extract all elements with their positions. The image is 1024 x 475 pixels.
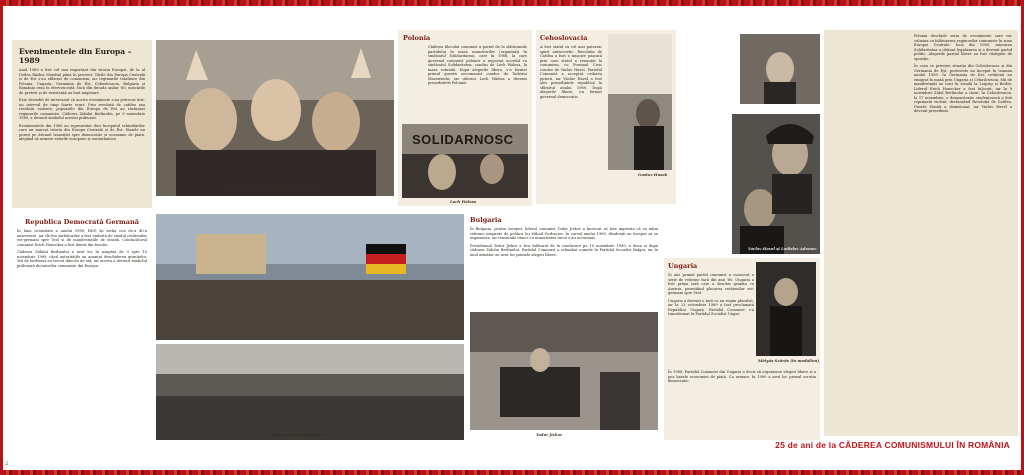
europe-paragraph-1: Anul 1989 a fost cel mai important din istoria Europei, de la al Doilea Război Mondial până în prezent. Țările din Europa Centrală și de Est s-au eliberat de comunism, iar regimurile totalitare din Polonia, Ungaria, Germania de Est, Cehoslovacia, Bulgaria și România erau în efervescență. Încă din decada anilor '80, mișcările de protest și de rezistență au luat amploare. bbox=[19, 68, 145, 95]
szuros-caption: Mátyás Szűrös (în medalion) bbox=[758, 358, 820, 363]
gorbachev-caption: Mihail Gorbaciov și Erich Honecker (1989) bbox=[226, 188, 318, 193]
berlin-wall-color-photo-image bbox=[156, 214, 464, 340]
czechoslovakia-title: Cehoslovacia bbox=[540, 34, 588, 42]
bulgaria-title: Bulgaria bbox=[470, 216, 502, 224]
berlin-wall-color-photo bbox=[156, 214, 464, 340]
footer-title: 25 de ani de la CĂDEREA COMUNISMULUI ÎN ROMÂNIA bbox=[775, 440, 1010, 450]
poland-section bbox=[398, 30, 532, 206]
europe-title: Evenimentele din Europa – 1989 bbox=[19, 47, 132, 65]
szuros-photo-image bbox=[756, 262, 816, 356]
berlin-wall-bw-photo-image bbox=[156, 344, 464, 440]
hungary-paragraph-2: Ungaria a devenit o țară cu un regim pluralist, iar la 23 octombrie 1989 a fost proclamată Republica Ungară. Partidul Comunist s-a transformat în Partidul Socialist Ungar. bbox=[668, 298, 754, 316]
bulgaria-paragraph-2: Prezidiumul Todor Jivkov a fost înlăturat de la conducere pe 10 noiembrie 1989, a doua zi după căderea Zidului Berlinului. Partidul Comunist a schimbat numele în Partidul Socialist Bulgar, iar în anul următor au avut loc primele alegeri libere. bbox=[470, 243, 658, 257]
europe-paragraph-2: Este deosebit de interesant că aceste evenimente s-au petrecut într-un interval de timp foarte scurt. Prin revoluții de catifea sau revoluții violente, popoarele din Europa de Est au răsturnat regimurile comuniste. Căderea Zidului Berlinului, pe 9 noiembrie 1989, a devenit simbolul acestei prăbușiri. bbox=[19, 98, 145, 120]
gdr-paragraph-2: Căderea Zidului Berlinului a avut loc în noaptea de 9 spre 10 noiembrie 1989, când autoritățile au anunțat deschiderea granițelor. Mii de berlinezi au trecut dincolo de zid, iar acesta a devenit simbolul prăbușirii dictaturilor comuniste din Europa. bbox=[17, 250, 147, 268]
europe-section bbox=[12, 40, 152, 208]
czechoslovakia-text: A fost statul cu cel mai puternic spirit antisovietic. Revoluția de Catifea a fost o mișcare pașnică prin care statul a renunțat la comunism, cu Forumul Civic condus de Václav Havel. Partidul Comunist a acceptat cedarea puterii, iar Václav Havel a fost ales președintele republicii la sfârșitul anului 1989. După alegerile libere, s-a format guvernul democratic. bbox=[540, 45, 602, 99]
husak-caption: Gustav Husak bbox=[638, 172, 668, 177]
summary-side-section bbox=[824, 30, 1018, 436]
havel-adamec-photo bbox=[732, 114, 820, 254]
havel-caption: Vaclav Havel și Ladislav Adamec bbox=[748, 246, 817, 251]
solidarnosc-photo bbox=[402, 124, 528, 198]
gdr-paragraph-1: În luna octombrie a anului 1989, RDG își serba cea de-a 40-a aniversare, iar cliclea sărbătorilor a fost umbrită de exodul cetățenilor est-germani spre Vest și de manifestațiile de stradă. Conducătorul comunist Erich Honecker a fost demis din funcție. bbox=[17, 229, 147, 247]
top-decorative-border bbox=[0, 0, 1024, 6]
czechoslovakia-section bbox=[536, 30, 676, 204]
hungary-title: Ungaria bbox=[668, 262, 698, 270]
crowd-speech-photo-image bbox=[740, 34, 820, 104]
berlin-wall-bw-photo bbox=[156, 344, 464, 440]
poland-text: Căderea blocului comunist a pornit de la slăbiciunile partidului în masa muncitorilor (organizați în sindicatul Solidaritatea), care în 1988, la care guvernul comunist polonez a negociat acordul cu sindicatul Solidaritatea, condus de Lech Walesa, la masa rotundă. După alegerile libere, s-a format primul guvern necomunist condus de Tadeusz Mazowiecki, iar ulterior Lech Walesa a devenit președintele Poloniei. bbox=[428, 45, 527, 85]
bulgaria-section bbox=[466, 214, 662, 440]
havel-photo-column bbox=[680, 30, 820, 258]
gorbachev-photo-image bbox=[156, 40, 394, 196]
solidarnosc-banner: SOLIDARNOSC bbox=[412, 132, 514, 147]
summary-text-2: În ceea ce privește situația din Cehoslovacia și din Germania de Est, protestele au început în toamna anului 1989. În Germania de Est, cetățenii au emigrat în masă prin Ungaria și Cehoslovacia. Mii de manifestanți au ieșit în stradă la Leipzig și Berlin. Liderul Erich Honecker a fost înlocuit, iar la 9 noiembrie Zidul Berlinului a căzut. În Cehoslovacia, la 17 noiembrie, o demonstrație studențească a fost reprimată violent, declanșând Revoluția de Catifea. Gustáv Husák a demisionat, iar Václav Havel a devenit președinte. bbox=[914, 64, 1012, 113]
husak-photo-image bbox=[608, 34, 672, 170]
jivkov-photo bbox=[470, 312, 658, 430]
jivkov-photo-image bbox=[470, 312, 658, 430]
szuros-photo bbox=[756, 262, 816, 356]
havel-adamec-photo-image bbox=[732, 114, 820, 254]
crowd-speech-photo bbox=[740, 34, 820, 104]
bulgaria-paragraph-1: În Bulgaria, pentru început, liderul comunist Todor Jivkov a încercat să lase impresia că va iniția reforme inspirate de politica lui Mihail Gorbaciov. În cursul anului 1989, disidenții au început să se organizeze, iar tensiunile etnice cu minoritatea turcă s-au accentuat. bbox=[470, 227, 658, 240]
hungary-section bbox=[664, 258, 820, 440]
summary-text-1: Polonia deschide seria de evenimente care vor culmina cu înlăturarea regimurilor comuniste în zona Europei Centrale. Încă din 1989, mișcarea Solidaritatea a obținut legalizarea și a devenit partid politic. Alegerile parțial libere au fost câștigate de opoziție. bbox=[914, 34, 1012, 61]
husak-photo bbox=[608, 34, 672, 170]
hungary-paragraph-1: Și aici primul partid comunist a cunoscut o serie de reforme încă din anii '80. Ungaria a fost prima țară care a deschis granița cu Austria, permițând plecarea cetățenilor est-germani spre Vest. bbox=[668, 273, 754, 295]
hungary-paragraph-3: În 1988, Partidul Comunist din Ungaria a decis să organizeze alegeri libere și a pus bazele economiei de piață. Ca urmare, în 1990 a avut loc primul scrutin democratic. bbox=[668, 370, 816, 383]
page-number: 2 bbox=[5, 461, 9, 467]
poland-title: Polonia bbox=[403, 34, 431, 42]
gorbachev-honecker-photo bbox=[156, 40, 394, 196]
bottom-decorative-border bbox=[0, 470, 1024, 475]
gdr-section bbox=[12, 214, 152, 442]
walesa-caption: Lech Walesa bbox=[450, 199, 477, 204]
left-decorative-border bbox=[0, 0, 3, 475]
jivkov-caption: Todor Jivkov bbox=[536, 432, 563, 437]
wall-caption: Căderea zidului Berlinului bbox=[268, 432, 325, 437]
gdr-title: Republica Democrată Germană bbox=[25, 218, 139, 226]
europe-paragraph-3: Evenimentele din 1989 au reprezentat deci începutul schimbărilor care au marcat istoria din Europa Centrală și de Est. Statele au pornit pe drumul tranziției spre democrație și economie de piață, alegând să urmeze valorile europene și euroatlantice. bbox=[19, 123, 145, 141]
